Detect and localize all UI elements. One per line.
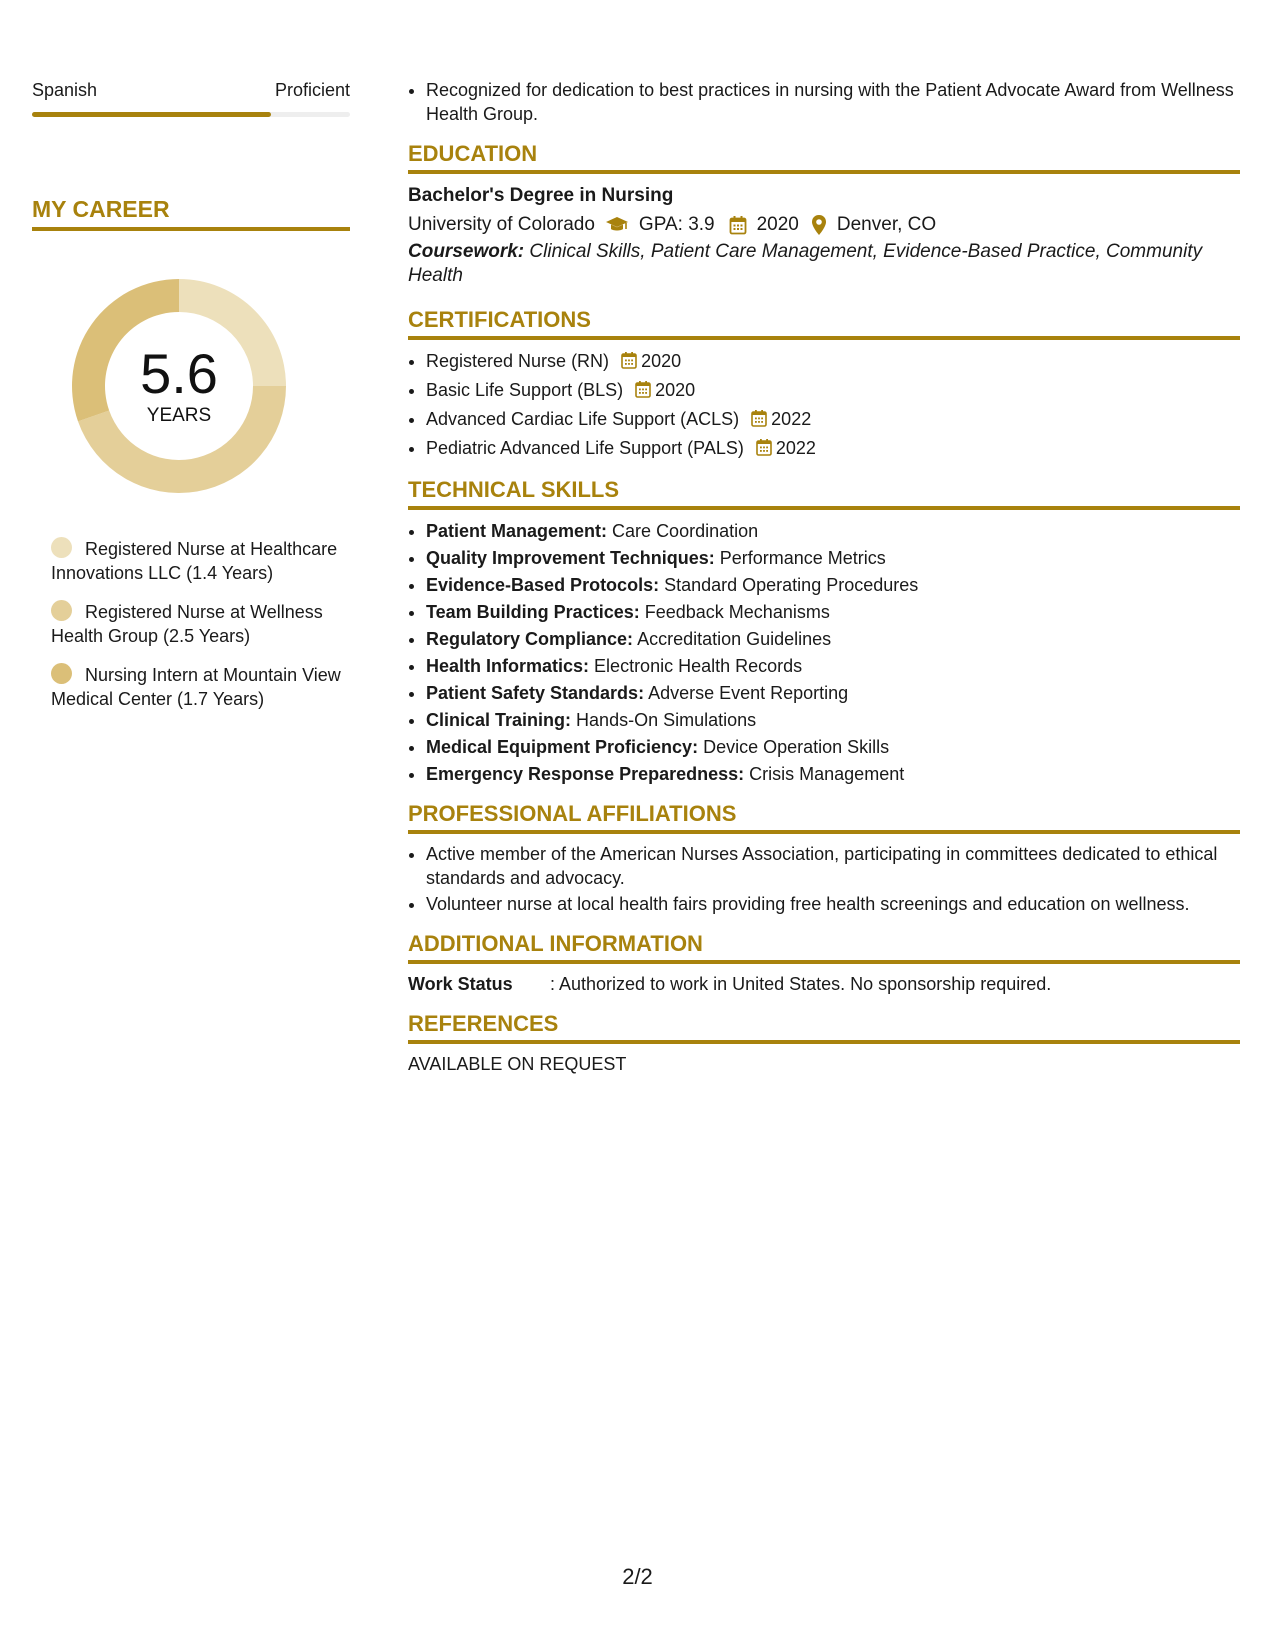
- affiliations-heading: PROFESSIONAL AFFILIATIONS: [408, 800, 1240, 834]
- career-donut-chart: [66, 273, 292, 499]
- affiliation-item: • Volunteer nurse at local health fairs providing free health screenings and education on wellness.: [426, 892, 1240, 916]
- skill-item: [426, 518, 1240, 545]
- achievement-item: • Recognized for dedication to best practices in nursing with the Patient Advocate Award from Wellness Health Group.: [426, 78, 1240, 126]
- skill-value: Feedback Mechanisms: [644, 602, 830, 622]
- education-heading: EDUCATION: [408, 140, 1240, 174]
- certification-item: [426, 377, 1240, 406]
- certification-name: Basic Life Support (BLS): [426, 380, 624, 400]
- certifications-heading: CERTIFICATIONS: [408, 306, 1240, 340]
- legend-dot: [51, 600, 72, 621]
- legend-dot: [51, 663, 72, 684]
- language-progress-fill: [32, 112, 271, 117]
- certification-item: [426, 348, 1240, 377]
- coursework: [408, 240, 1240, 288]
- references-text: AVAILABLE ON REQUEST: [408, 1054, 627, 1074]
- technical-skills-heading: TECHNICAL SKILLS: [408, 476, 1240, 510]
- language-level: Proficient: [274, 80, 350, 100]
- school-name: University of Colorado: [408, 214, 595, 235]
- skill-label: Regulatory Compliance:: [426, 629, 634, 649]
- gpa: GPA: 3.9: [638, 214, 715, 235]
- education-meta: [408, 210, 1240, 240]
- certification-year: 2020: [641, 351, 682, 371]
- skill-item: [426, 545, 1240, 572]
- skill-value: Standard Operating Procedures: [664, 575, 919, 595]
- graduation-year: 2020: [756, 214, 799, 235]
- legend-item: [51, 663, 341, 711]
- skill-item: [426, 680, 1240, 707]
- graduation-cap-icon: [605, 216, 629, 234]
- certifications-list: [408, 348, 1240, 464]
- work-status-value: : Authorized to work in United States. No sponsorship required.: [550, 974, 1052, 994]
- language-item: [32, 78, 350, 117]
- skill-value: Adverse Event Reporting: [648, 683, 849, 703]
- skill-item: [426, 599, 1240, 626]
- coursework-text: Clinical Skills, Patient Care Management, Evidence-Based Practice, Community Health: [408, 241, 1203, 286]
- certification-year: 2022: [775, 438, 816, 458]
- skill-label: Team Building Practices:: [426, 602, 640, 622]
- skill-value: Performance Metrics: [719, 548, 886, 568]
- skill-value: Hands-On Simulations: [576, 710, 757, 730]
- career-heading: MY CAREER: [32, 195, 350, 231]
- skill-value: Crisis Management: [749, 764, 905, 784]
- skill-label: Evidence-Based Protocols:: [426, 575, 660, 595]
- skill-label: Quality Improvement Techniques:: [426, 548, 715, 568]
- calendar-icon: [729, 215, 747, 235]
- main-content: [408, 78, 1240, 1076]
- technical-skills-list: [408, 518, 1240, 788]
- legend-dot: [51, 537, 72, 558]
- skill-label: Patient Safety Standards:: [426, 683, 645, 703]
- legend-label: Registered Nurse at Healthcare Innovations LLC (1.4 Years): [51, 539, 338, 583]
- language-name: Spanish: [32, 80, 98, 100]
- additional-info-heading: ADDITIONAL INFORMATION: [408, 930, 1240, 964]
- calendar-icon: [621, 350, 637, 377]
- skill-item: [426, 626, 1240, 653]
- legend-item: [51, 600, 341, 648]
- work-status-row: [408, 972, 1240, 996]
- degree-title: Bachelor's Degree in Nursing: [408, 185, 674, 206]
- skill-label: Medical Equipment Proficiency:: [426, 737, 699, 757]
- certification-year: 2020: [655, 380, 696, 400]
- career-legend: [51, 537, 341, 711]
- calendar-icon: [756, 437, 772, 464]
- certification-item: [426, 406, 1240, 435]
- page-number: 2/2: [622, 1564, 653, 1589]
- certification-year: 2022: [771, 409, 812, 429]
- career-total-value: 5.6: [140, 342, 218, 405]
- career-total-unit: YEARS: [146, 405, 212, 426]
- map-pin-icon: [811, 214, 827, 236]
- work-status-label: Work Status: [408, 974, 513, 994]
- skill-label: Health Informatics:: [426, 656, 590, 676]
- achievement-list: [408, 78, 1240, 126]
- skill-value: Care Coordination: [612, 521, 759, 541]
- language-progress-track: [32, 112, 350, 117]
- affiliations-list: [408, 842, 1240, 916]
- calendar-icon: [751, 408, 767, 435]
- affiliation-item: • Active member of the American Nurses Association, participating in committees dedicated to ethical standards and advocacy.: [426, 842, 1240, 890]
- certification-item: [426, 435, 1240, 464]
- skill-item: [426, 734, 1240, 761]
- skill-label: Patient Management:: [426, 521, 608, 541]
- skill-label: Clinical Training:: [426, 710, 572, 730]
- skill-item: [426, 653, 1240, 680]
- legend-label: Registered Nurse at Wellness Health Group (2.5 Years): [51, 602, 323, 646]
- certification-name: Advanced Cardiac Life Support (ACLS): [426, 409, 740, 429]
- legend-item: [51, 537, 341, 585]
- legend-label: Nursing Intern at Mountain View Medical Center (1.7 Years): [51, 665, 341, 709]
- calendar-icon: [635, 379, 651, 406]
- certification-name: Pediatric Advanced Life Support (PALS): [426, 438, 744, 458]
- skill-item: [426, 707, 1240, 734]
- skill-item: [426, 761, 1240, 788]
- sidebar: [32, 78, 350, 726]
- skill-item: [426, 572, 1240, 599]
- skill-value: Accreditation Guidelines: [637, 629, 832, 649]
- references-heading: REFERENCES: [408, 1010, 1240, 1044]
- skill-value: Electronic Health Records: [594, 656, 803, 676]
- certification-name: Registered Nurse (RN): [426, 351, 610, 371]
- education-location: Denver, CO: [836, 214, 937, 235]
- skill-label: Emergency Response Preparedness:: [426, 764, 745, 784]
- coursework-label: Coursework:: [408, 241, 525, 262]
- skill-value: Device Operation Skills: [703, 737, 890, 757]
